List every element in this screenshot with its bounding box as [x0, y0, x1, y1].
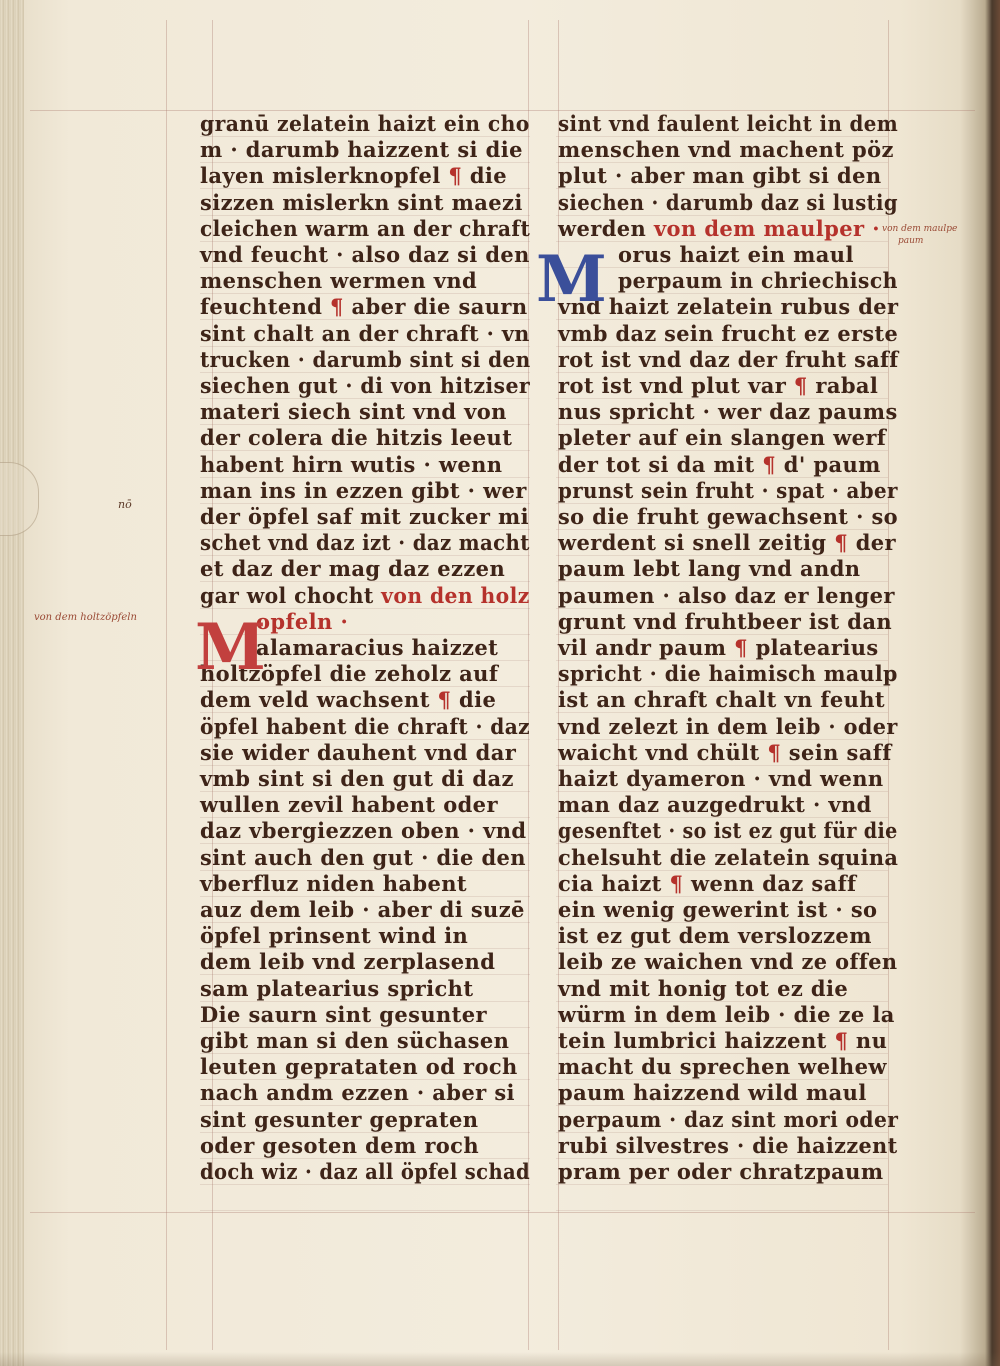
line-guide — [200, 1184, 530, 1185]
line-text: ist an chraft chalt vn feuht — [558, 687, 886, 713]
line-text: holtzöpfel die zeholz auf — [200, 661, 499, 687]
line-text: chelsuht die zelatein squina — [558, 844, 899, 870]
line-text: vnd mit honig tot ez die — [558, 975, 849, 1001]
line-text: habent hirn wutis · wenn — [200, 451, 503, 477]
text-line — [558, 898, 877, 922]
text-line — [558, 741, 892, 765]
text-line — [558, 872, 856, 896]
rubric-text: ¶ — [834, 1028, 856, 1053]
text-line — [558, 1029, 887, 1053]
line-guide — [200, 608, 530, 609]
text-line — [558, 584, 895, 608]
line-guide — [556, 1184, 888, 1185]
line-text: siechen · darumb daz si lustig — [558, 189, 898, 215]
line-text: leib ze waichen vnd ze offen — [558, 949, 898, 975]
margin-heading-right: von dem maulpe — [882, 224, 958, 234]
line-text: der — [855, 530, 896, 556]
text-line — [200, 584, 530, 608]
text-line — [200, 741, 516, 765]
line-text: orus haizt ein maul — [618, 242, 854, 267]
text-line — [200, 1055, 518, 1079]
line-text: gar wol chocht — [200, 582, 382, 608]
text-line — [200, 688, 496, 712]
line-text: vnd haizt zelatein rubus der — [558, 294, 899, 320]
line-text: der colera die hitzis leeut — [200, 425, 513, 451]
line-text: aber die saurn — [351, 294, 528, 320]
line-text: wullen zevil habent oder — [200, 792, 498, 818]
text-line — [256, 636, 498, 660]
rubric-text: ¶ — [834, 530, 856, 556]
text-line — [200, 1029, 509, 1053]
line-text: würm in dem leib · die ze la — [558, 1001, 895, 1027]
text-line — [200, 924, 468, 948]
line-text: nu — [855, 1028, 888, 1053]
text-line — [558, 1108, 898, 1132]
line-text: so die fruht gewachsent · so — [558, 504, 899, 529]
text-line — [200, 1108, 478, 1132]
line-text: ein wenig gewerint ist · so — [558, 897, 878, 922]
line-text: feuchtend — [200, 294, 331, 320]
line-text: rubi silvestres · die haizzent — [558, 1132, 898, 1158]
line-text: plut · aber man gibt si den — [558, 163, 882, 189]
line-text: doch wiz · daz all öpfel schad — [200, 1159, 531, 1184]
line-text: platearius — [755, 635, 879, 660]
text-line — [618, 243, 854, 267]
line-text: sein saff — [788, 739, 892, 765]
line-text: vmb daz sein frucht ez erste — [558, 320, 899, 346]
text-line — [200, 715, 530, 739]
text-line — [558, 846, 898, 870]
text-line — [558, 1134, 898, 1158]
line-text: nach andm ezzen · aber si — [200, 1080, 515, 1106]
text-line — [256, 610, 348, 634]
line-text: rabal — [815, 373, 879, 398]
text-line — [200, 819, 526, 843]
rubric-text: von dem maulper · — [653, 215, 880, 241]
text-line — [558, 374, 878, 398]
text-line — [200, 1081, 515, 1105]
text-line — [558, 1081, 867, 1105]
line-text: dem veld wachsent — [200, 687, 438, 713]
line-text: tein lumbrici haizzent — [558, 1028, 835, 1053]
line-text: die — [459, 687, 497, 713]
line-text: perpaum · daz sint mori oder — [558, 1106, 899, 1132]
text-line — [200, 348, 531, 372]
line-text: perpaum in chriechisch — [618, 268, 898, 294]
line-text: prunst sein fruht · spat · aber — [558, 477, 898, 503]
line-text: pram per oder chratzpaum — [558, 1159, 884, 1184]
line-text: oder gesoten dem roch — [200, 1132, 480, 1158]
line-text: trucken · darumb sint si den — [200, 346, 531, 372]
line-text: d' paum — [783, 451, 881, 477]
text-line — [200, 898, 525, 922]
text-line — [558, 793, 872, 817]
line-text: alamaracius haizzet — [256, 635, 499, 660]
line-text: werden — [558, 215, 654, 241]
line-text: paumen · also daz er lenger — [558, 582, 895, 608]
text-line — [558, 322, 898, 346]
line-text: et daz der mag daz ezzen — [200, 556, 506, 582]
line-text: granū zelatein haizt ein cho — [200, 111, 530, 136]
text-line — [558, 662, 898, 686]
line-text: rot ist vnd plut var — [558, 373, 794, 398]
line-text: vil andr paum — [558, 635, 735, 660]
rubric-text: ¶ — [448, 163, 470, 189]
text-line — [558, 1055, 887, 1079]
line-text: grunt vnd fruhtbeer ist dan — [558, 608, 893, 634]
line-text: vnd feucht · also daz si den — [200, 242, 530, 267]
line-text: materi siech sint vnd von — [200, 399, 507, 425]
line-text: vnd zelezt in dem leib · oder — [558, 713, 898, 739]
page-edges — [0, 0, 24, 1366]
line-text: man ins in ezzen gibt · wer — [200, 477, 527, 503]
rubric-text: von den holz — [381, 582, 530, 608]
text-line — [558, 164, 882, 188]
line-text: layen mislerknopfel — [200, 163, 449, 189]
line-text: menschen vnd machent pöz — [558, 137, 894, 163]
text-line — [200, 217, 530, 241]
line-text: Die saurn sint gesunter — [200, 1001, 488, 1027]
rubric-text: ¶ — [669, 870, 691, 896]
text-line — [558, 400, 898, 424]
decorated-initial-red: M — [195, 610, 266, 685]
line-text: sie wider dauhent vnd dar — [200, 739, 517, 765]
text-line — [200, 793, 498, 817]
line-text: m · darumb haizzent si die — [200, 137, 523, 163]
line-guide — [556, 1210, 888, 1211]
line-text: macht du sprechen welhew — [558, 1054, 887, 1080]
text-line — [200, 846, 526, 870]
text-line — [200, 374, 530, 398]
line-text: dem leib vnd zerplasend — [200, 949, 496, 975]
text-line — [200, 977, 473, 1001]
margin-heading-left: von dem holtzöpfeln — [34, 612, 137, 623]
text-line — [200, 243, 530, 267]
text-line — [200, 1134, 479, 1158]
text-line — [200, 295, 528, 319]
line-text: waicht vnd chült — [558, 739, 768, 765]
text-line — [200, 1003, 487, 1027]
text-line — [558, 1003, 895, 1027]
text-line — [558, 505, 898, 529]
line-text: werdent si snell zeitig — [558, 530, 835, 556]
text-line — [200, 767, 514, 791]
text-line — [558, 531, 896, 555]
text-line — [200, 479, 527, 503]
text-line — [558, 348, 899, 372]
text-line — [558, 1160, 883, 1184]
line-text: vmb sint si den gut di daz — [200, 766, 514, 791]
text-line — [558, 610, 892, 634]
line-text: sint vnd faulent leicht in dem — [558, 111, 899, 136]
text-line — [200, 872, 467, 896]
text-line — [558, 191, 898, 215]
rubric-text: opfeln · — [256, 608, 349, 634]
text-line — [200, 269, 477, 293]
line-text: siechen gut · di von hitziser — [200, 373, 531, 398]
decorated-initial-blue: M — [536, 242, 607, 317]
rubric-text: ¶ — [767, 739, 789, 765]
line-text: cleichen warm an der chraft — [200, 215, 531, 241]
text-line — [200, 138, 523, 162]
line-text: sizzen mislerkn sint maezi — [200, 189, 523, 215]
ruling-line — [166, 20, 167, 1350]
line-text: man daz auzgedrukt · vnd — [558, 792, 872, 818]
rubric-text: ¶ — [734, 635, 756, 660]
line-text: rot ist vnd daz der fruht saff — [558, 346, 899, 372]
text-line — [558, 217, 880, 241]
line-text: sint auch den gut · die den — [200, 844, 526, 870]
text-line — [200, 164, 507, 188]
rubric-text: ¶ — [330, 294, 352, 320]
text-line — [558, 688, 885, 712]
line-text: schet vnd daz izt · daz macht — [200, 530, 530, 556]
line-text: wenn daz saff — [690, 870, 857, 896]
line-text: gesenftet · so ist ez gut für die — [558, 818, 898, 844]
rubric-text: ¶ — [437, 687, 459, 713]
ruling-line — [30, 1212, 975, 1213]
line-text: die — [469, 163, 508, 189]
text-line — [200, 453, 502, 477]
text-line — [618, 269, 898, 293]
margin-heading-right-2: paum — [898, 236, 924, 246]
margin-note: nō — [118, 498, 132, 511]
text-line — [558, 950, 897, 974]
line-text: öpfel prinsent wind in — [200, 923, 469, 949]
text-line — [558, 479, 898, 503]
text-line — [200, 400, 507, 424]
text-line — [200, 505, 529, 529]
line-text: gibt man si den süchasen — [200, 1028, 510, 1053]
line-text: ist ez gut dem verslozzem — [558, 923, 872, 949]
line-text: leuten geprataten od roch — [200, 1054, 518, 1080]
line-text: menschen wermen vnd — [200, 268, 478, 294]
line-text: der öpfel saf mit zucker mi — [200, 504, 530, 529]
text-line — [558, 767, 884, 791]
text-line — [558, 636, 879, 660]
rubric-text: ¶ — [762, 451, 784, 477]
line-text: auz dem leib · aber di suzē — [200, 897, 525, 922]
text-line — [558, 426, 886, 450]
text-line — [200, 426, 512, 450]
line-text: pleter auf ein slangen werf — [558, 425, 887, 451]
page-tab — [0, 462, 39, 536]
text-line — [200, 950, 495, 974]
line-guide — [200, 1210, 530, 1211]
text-line — [200, 531, 530, 555]
line-text: öpfel habent die chraft · daz — [200, 713, 531, 739]
line-text: paum haizzend wild maul — [558, 1080, 867, 1106]
text-line — [200, 1160, 530, 1184]
text-line — [558, 977, 848, 1001]
text-line — [558, 453, 881, 477]
text-line — [200, 322, 530, 346]
text-line — [200, 191, 523, 215]
rubric-text: ¶ — [793, 373, 816, 398]
text-line — [558, 557, 860, 581]
page-bottom-shadow — [0, 1352, 1000, 1366]
line-text: daz vbergiezzen oben · vnd — [200, 818, 527, 844]
line-text: sam platearius spricht — [200, 975, 474, 1001]
text-line — [558, 138, 894, 162]
line-text: cia haizt — [558, 870, 670, 896]
text-line — [558, 924, 872, 948]
text-line — [558, 112, 898, 136]
line-text: spricht · die haimisch maulp — [558, 661, 898, 687]
line-text: paum lebt lang vnd andn — [558, 556, 861, 582]
line-text: vberfluz niden habent — [200, 870, 467, 896]
line-text: nus spricht · wer daz paums — [558, 399, 898, 425]
text-line — [200, 112, 530, 136]
text-line — [558, 295, 898, 319]
line-text: haizt dyameron · vnd wenn — [558, 766, 884, 791]
line-text: der tot si da mit — [558, 451, 763, 477]
text-line — [558, 715, 898, 739]
line-text: sint gesunter gepraten — [200, 1106, 479, 1132]
text-line — [558, 819, 898, 843]
text-line — [200, 557, 505, 581]
line-text: sint chalt an der chraft · vn — [200, 320, 530, 346]
